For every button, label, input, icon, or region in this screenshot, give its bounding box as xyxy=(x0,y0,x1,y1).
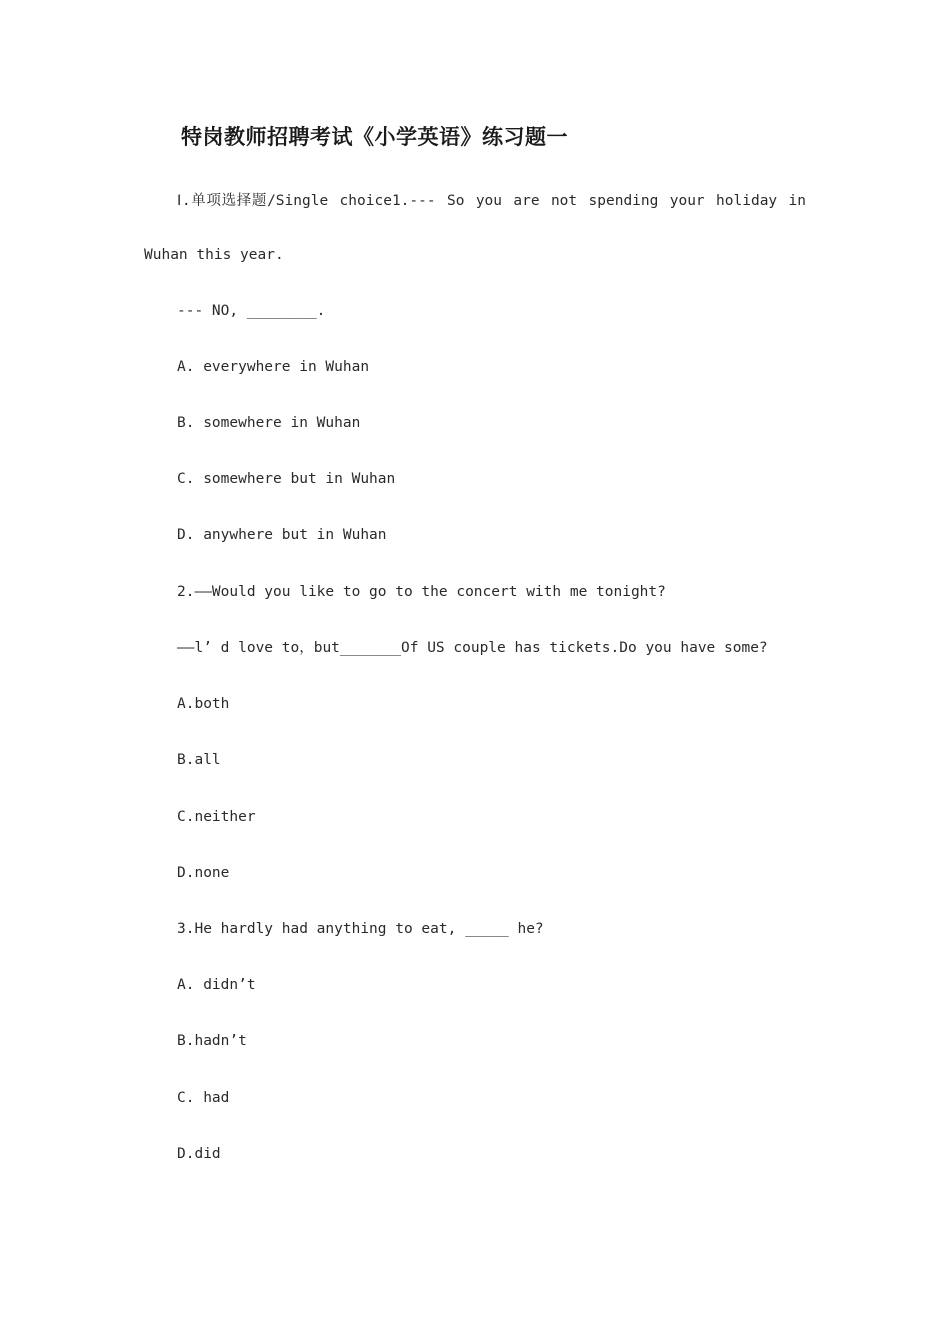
question-2-prompt: 2.——Would you like to go to the concert with me tonight? xyxy=(177,584,666,600)
question-2-option-b: B.all xyxy=(177,752,221,768)
question-3-prompt: 3.He hardly had anything to eat, _____ he? xyxy=(177,921,544,937)
question-3-option-d: D.did xyxy=(177,1146,221,1162)
question-1-option-b: B. somewhere in Wuhan xyxy=(177,415,361,431)
question-3-option-c: C. had xyxy=(177,1090,230,1106)
section-heading-question-1: Ⅰ.单项选择题/Single choice1.--- So you are not spending your holiday in xyxy=(177,193,806,209)
question-1-response: --- NO, ________. xyxy=(177,303,326,319)
question-1-continuation: Wuhan this year. xyxy=(144,247,284,263)
question-1-option-d: D. anywhere but in Wuhan xyxy=(177,527,387,543)
question-1-option-a: A. everywhere in Wuhan xyxy=(177,359,370,375)
question-2-option-c: C.neither xyxy=(177,809,256,825)
question-3-option-b: B.hadn’t xyxy=(177,1033,247,1049)
question-3-option-a: A. didn’t xyxy=(177,977,256,993)
question-2-option-a: A.both xyxy=(177,696,230,712)
question-2-option-d: D.none xyxy=(177,865,230,881)
document-title: 特岗教师招聘考试《小学英语》练习题一 xyxy=(181,124,568,149)
question-1-option-c: C. somewhere but in Wuhan xyxy=(177,471,396,487)
question-2-response: ——l’ d love to，but_______Of US couple has tickets.Do you have some? xyxy=(177,640,768,656)
